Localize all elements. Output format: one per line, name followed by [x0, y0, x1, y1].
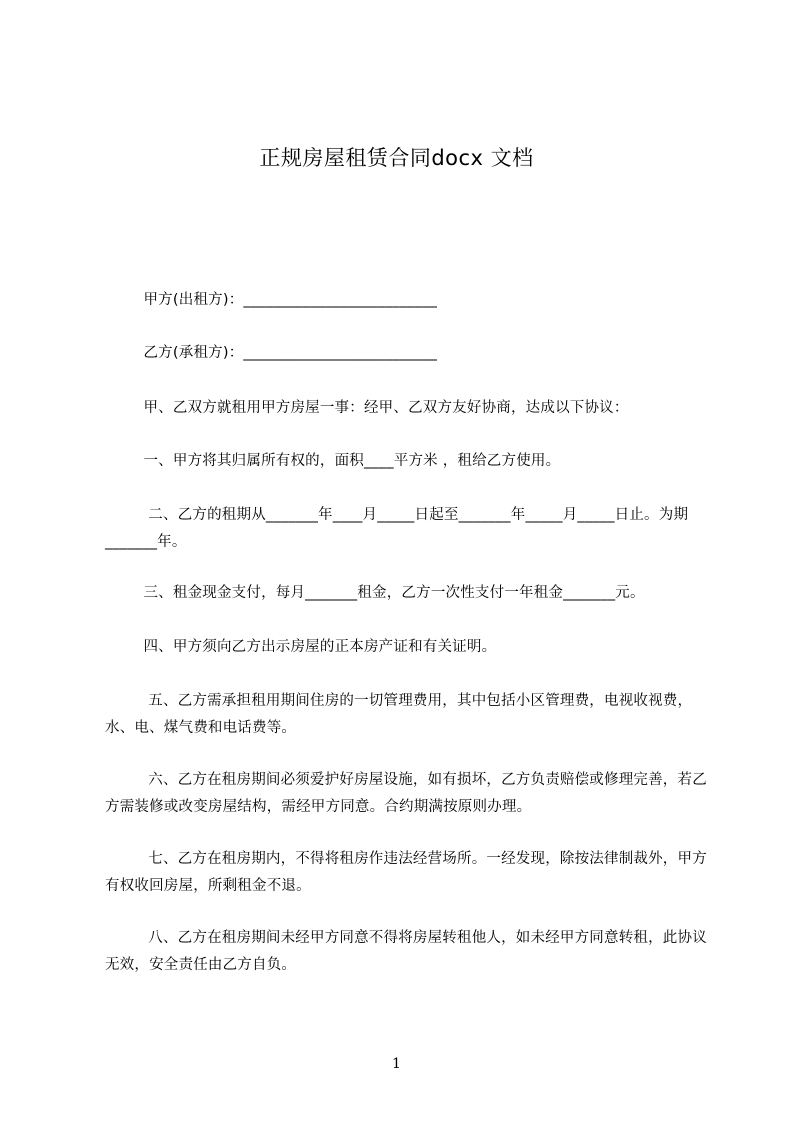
- page-number: 1: [392, 1056, 401, 1072]
- agreement-intro: 甲、乙双方就租用甲方房屋一事：经甲、乙双方友好协商，达成以下协议：: [105, 400, 629, 416]
- clause-8: 八、乙方在租房期间未经甲方同意不得将房屋转租他人，如未经甲方同意转租，此协议无效，安全责任由乙方自负。: [105, 930, 707, 973]
- party-a-line: 甲方(出租方)：__________________________: [105, 292, 438, 308]
- clause-3: 三、租金现金支付，每月_______租金，乙方一次性支付一年租金_______元。: [105, 585, 645, 601]
- clause-7: 七、乙方在租房期内，不得将租房作违法经营场所。一经发现，除按法律制裁外，甲方有权收回房屋，所剩租金不退。: [105, 851, 707, 894]
- clause-6: 六、乙方在租房期间必须爱护好房屋设施，如有损坏，乙方负责赔偿或修理完善，若乙方需装修或改变房屋结构，需经甲方同意。合约期满按原则办理。: [105, 772, 707, 815]
- clause-4: 四、甲方须向乙方出示房屋的正本房产证和有关证明。: [105, 639, 497, 655]
- party-b-line: 乙方(承租方)：__________________________: [105, 345, 438, 361]
- document-title: 正规房屋租赁合同docx 文档: [259, 146, 534, 170]
- clause-1: 一、甲方将其归属所有权的，面积____平方米 ，租给乙方使用。: [105, 453, 561, 469]
- clause-2: 二、乙方的租期从_______年____月_____日起至_______年_____月_____日止。为期_______年。: [105, 507, 689, 550]
- clause-5: 五、乙方需承担租用期间住房的一切管理费用，其中包括小区管理费，电视收视费，水、电、煤气费和电话费等。: [105, 693, 693, 736]
